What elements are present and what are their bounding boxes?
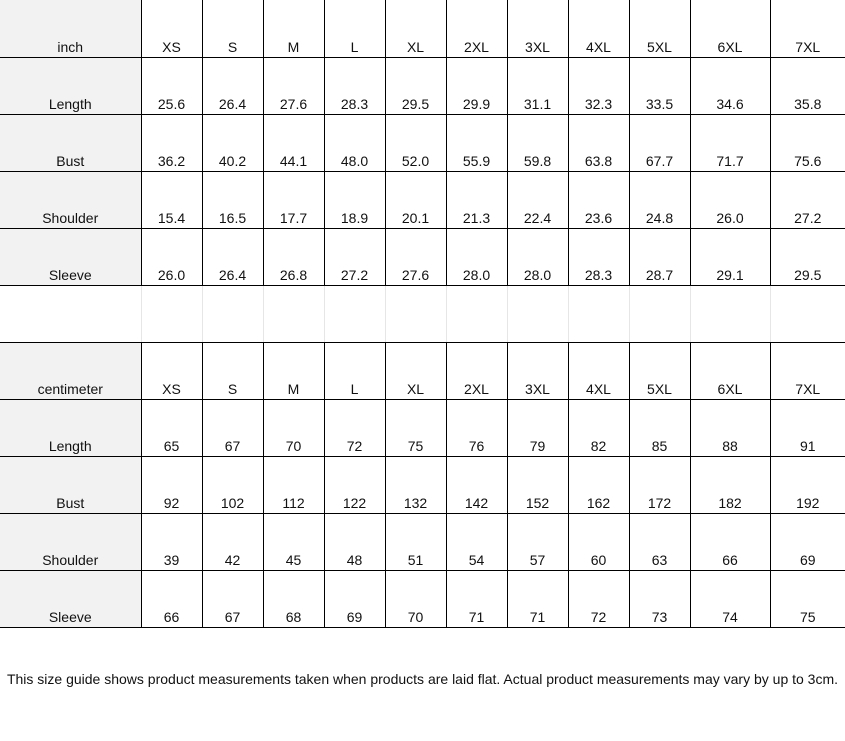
row-label: Sleeve — [0, 570, 141, 627]
measurement-cell: 59.8 — [507, 114, 568, 171]
table-row — [0, 114, 845, 171]
measurement-cell: 28.3 — [568, 228, 629, 285]
measurement-cell: 82 — [568, 399, 629, 456]
measurement-cell: 63.8 — [568, 114, 629, 171]
measurement-cell: 35.8 — [770, 57, 845, 114]
size-header: 6XL — [690, 0, 770, 57]
measurement-cell: 29.1 — [690, 228, 770, 285]
row-label: Shoulder — [0, 513, 141, 570]
measurement-cell: 51 — [385, 513, 446, 570]
measurement-cell: 27.2 — [324, 228, 385, 285]
size-header: 3XL — [507, 0, 568, 57]
measurement-cell: 34.6 — [690, 57, 770, 114]
measurement-cell: 66 — [141, 570, 202, 627]
measurement-cell: 76 — [446, 399, 507, 456]
measurement-cell: 67 — [202, 399, 263, 456]
measurement-cell: 71.7 — [690, 114, 770, 171]
table-row — [0, 570, 845, 627]
size-header: M — [263, 0, 324, 57]
measurement-cell: 16.5 — [202, 171, 263, 228]
size-header: S — [202, 342, 263, 399]
centimeter-table — [0, 342, 845, 627]
row-label: Sleeve — [0, 228, 141, 285]
measurement-cell: 70 — [263, 399, 324, 456]
measurement-cell: 28.0 — [507, 228, 568, 285]
size-header: 4XL — [568, 342, 629, 399]
spacer-row — [0, 285, 845, 342]
measurement-cell: 32.3 — [568, 57, 629, 114]
measurement-cell: 20.1 — [385, 171, 446, 228]
measurement-cell: 42 — [202, 513, 263, 570]
measurement-cell: 69 — [324, 570, 385, 627]
measurement-cell: 73 — [629, 570, 690, 627]
measurement-cell: 26.0 — [141, 228, 202, 285]
measurement-cell: 26.4 — [202, 57, 263, 114]
measurement-cell: 31.1 — [507, 57, 568, 114]
size-header: 3XL — [507, 342, 568, 399]
measurement-cell: 92 — [141, 456, 202, 513]
measurement-cell: 132 — [385, 456, 446, 513]
measurement-cell: 26.4 — [202, 228, 263, 285]
size-header: L — [324, 0, 385, 57]
measurement-cell: 65 — [141, 399, 202, 456]
measurement-cell: 57 — [507, 513, 568, 570]
row-label: Shoulder — [0, 171, 141, 228]
measurement-cell: 27.2 — [770, 171, 845, 228]
measurement-cell: 22.4 — [507, 171, 568, 228]
measurement-cell: 85 — [629, 399, 690, 456]
measurement-cell: 44.1 — [263, 114, 324, 171]
size-header: XS — [141, 0, 202, 57]
row-label: Length — [0, 57, 141, 114]
size-header: XL — [385, 0, 446, 57]
size-header: 7XL — [770, 342, 845, 399]
measurement-cell: 142 — [446, 456, 507, 513]
table-row — [0, 171, 845, 228]
measurement-cell: 162 — [568, 456, 629, 513]
measurement-cell: 54 — [446, 513, 507, 570]
table-row — [0, 57, 845, 114]
measurement-cell: 74 — [690, 570, 770, 627]
measurement-cell: 26.0 — [690, 171, 770, 228]
measurement-cell: 192 — [770, 456, 845, 513]
measurement-cell: 29.5 — [770, 228, 845, 285]
measurement-cell: 75 — [770, 570, 845, 627]
row-label: Bust — [0, 114, 141, 171]
measurement-cell: 52.0 — [385, 114, 446, 171]
measurement-cell: 172 — [629, 456, 690, 513]
measurement-cell: 25.6 — [141, 57, 202, 114]
size-header: 5XL — [629, 0, 690, 57]
unit-label: inch — [0, 0, 141, 57]
size-header: 2XL — [446, 342, 507, 399]
size-guide-note: This size guide shows product measurements taken when products are laid flat. Actual product measurements may vary by up to 3cm. — [6, 671, 839, 687]
measurement-cell: 182 — [690, 456, 770, 513]
size-header: 2XL — [446, 0, 507, 57]
measurement-cell: 26.8 — [263, 228, 324, 285]
measurement-cell: 79 — [507, 399, 568, 456]
measurement-cell: 60 — [568, 513, 629, 570]
measurement-cell: 69 — [770, 513, 845, 570]
row-label: Length — [0, 399, 141, 456]
measurement-cell: 55.9 — [446, 114, 507, 171]
size-header: 7XL — [770, 0, 845, 57]
size-header: XL — [385, 342, 446, 399]
measurement-cell: 33.5 — [629, 57, 690, 114]
measurement-cell: 72 — [324, 399, 385, 456]
size-header: S — [202, 0, 263, 57]
measurement-cell: 27.6 — [263, 57, 324, 114]
size-header: L — [324, 342, 385, 399]
measurement-cell: 39 — [141, 513, 202, 570]
measurement-cell: 36.2 — [141, 114, 202, 171]
measurement-cell: 102 — [202, 456, 263, 513]
table-spacer — [0, 285, 845, 342]
size-header: 6XL — [690, 342, 770, 399]
measurement-cell: 67 — [202, 570, 263, 627]
measurement-cell: 75 — [385, 399, 446, 456]
measurement-cell: 91 — [770, 399, 845, 456]
measurement-cell: 48 — [324, 513, 385, 570]
header-row — [0, 0, 845, 57]
table-row — [0, 228, 845, 285]
measurement-cell: 72 — [568, 570, 629, 627]
measurement-cell: 70 — [385, 570, 446, 627]
measurement-cell: 17.7 — [263, 171, 324, 228]
measurement-cell: 71 — [507, 570, 568, 627]
measurement-cell: 67.7 — [629, 114, 690, 171]
measurement-cell: 68 — [263, 570, 324, 627]
size-header: M — [263, 342, 324, 399]
measurement-cell: 15.4 — [141, 171, 202, 228]
measurement-cell: 24.8 — [629, 171, 690, 228]
measurement-cell: 71 — [446, 570, 507, 627]
measurement-cell: 28.0 — [446, 228, 507, 285]
measurement-cell: 66 — [690, 513, 770, 570]
measurement-cell: 45 — [263, 513, 324, 570]
measurement-cell: 48.0 — [324, 114, 385, 171]
table-row — [0, 513, 845, 570]
measurement-cell: 28.3 — [324, 57, 385, 114]
measurement-cell: 88 — [690, 399, 770, 456]
measurement-cell: 21.3 — [446, 171, 507, 228]
table-row — [0, 456, 845, 513]
header-row — [0, 342, 845, 399]
measurement-cell: 18.9 — [324, 171, 385, 228]
row-label: Bust — [0, 456, 141, 513]
measurement-cell: 63 — [629, 513, 690, 570]
measurement-cell: 112 — [263, 456, 324, 513]
measurement-cell: 75.6 — [770, 114, 845, 171]
measurement-cell: 29.5 — [385, 57, 446, 114]
measurement-cell: 27.6 — [385, 228, 446, 285]
measurement-cell: 29.9 — [446, 57, 507, 114]
measurement-cell: 152 — [507, 456, 568, 513]
unit-label: centimeter — [0, 342, 141, 399]
inch-table — [0, 0, 845, 285]
measurement-cell: 23.6 — [568, 171, 629, 228]
measurement-cell: 28.7 — [629, 228, 690, 285]
measurement-cell: 122 — [324, 456, 385, 513]
table-row — [0, 399, 845, 456]
measurement-cell: 40.2 — [202, 114, 263, 171]
size-header: 4XL — [568, 0, 629, 57]
size-header: 5XL — [629, 342, 690, 399]
size-header: XS — [141, 342, 202, 399]
